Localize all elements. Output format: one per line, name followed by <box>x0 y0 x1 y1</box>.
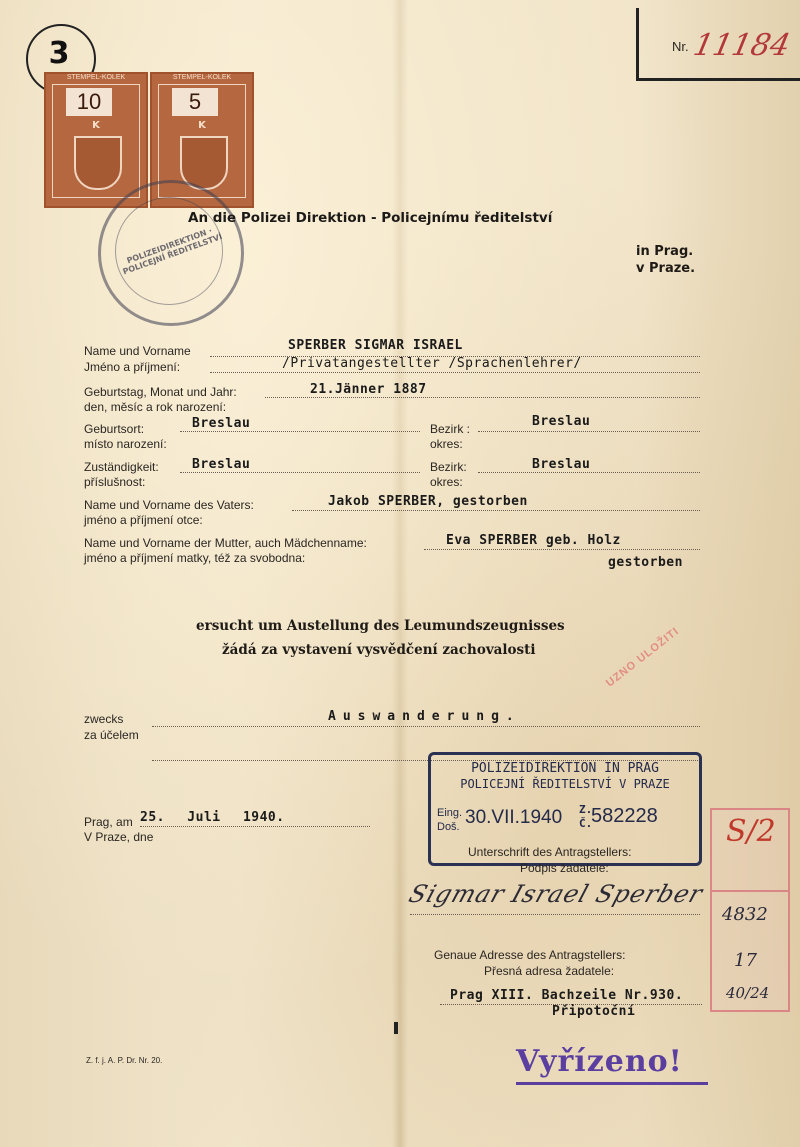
addressee-city-cz: v Praze. <box>636 261 696 276</box>
police-stamp-c: Č. <box>579 817 593 830</box>
police-stamp-z: Z. <box>579 803 593 816</box>
occupation-value: /Privatangestellter /Sprachenlehrer/ <box>282 356 582 371</box>
addressee-city-de: in Prag. <box>636 244 694 259</box>
police-stamp-line1: POLIZEIDIREKTION IN PRAG <box>471 761 659 776</box>
birthplace-label-cz: místo narození: <box>84 437 167 451</box>
police-stamp-line2: POLICEJNÍ ŘEDITELSTVÍ V PRAZE <box>460 777 670 791</box>
handwritten-signature: Sigmar Israel Sperber <box>405 880 707 908</box>
side-num-2: 17 <box>734 950 757 971</box>
mother-value: Eva SPERBER geb. Holz <box>446 533 621 548</box>
birthdate-label-cz: den, měsíc a rok narození: <box>84 400 227 414</box>
lion-emblem-icon <box>74 136 122 190</box>
applicant-address-value-2: Připotoční <box>552 1004 636 1019</box>
side-num-1: 4832 <box>722 904 768 925</box>
request-line-cz: žádá za vystavení vysvědčení zachovalosti <box>222 642 536 658</box>
domicile-value: Breslau <box>192 457 251 472</box>
domicile-district-value: Breslau <box>532 457 591 472</box>
side-mark-red: S/2 <box>726 814 776 849</box>
mother-label-de: Name und Vorname der Mutter, auch Mädchenname: <box>84 536 367 550</box>
side-num-3: 40/24 <box>726 984 770 1002</box>
violet-stamp-underline <box>516 1082 708 1085</box>
diagonal-stamp: UZNO ULOŽITI <box>604 625 682 690</box>
purpose-label-cz: za účelem <box>84 728 139 742</box>
father-label-cz: jméno a příjmení otce: <box>84 513 203 527</box>
round-police-seal <box>98 180 244 326</box>
signature-label-cz: Podpis žadatele: <box>520 861 609 875</box>
violet-processed-stamp: Vyřízeno! <box>516 1044 683 1079</box>
addressee-line: An die Polizei Direktion - Policejnímu ředitelství <box>188 210 553 226</box>
nr-value: 11184 <box>690 28 794 63</box>
nr-label: Nr. <box>672 39 689 54</box>
date-label-de: Prag, am <box>84 815 133 829</box>
form-number: 3 <box>48 36 70 71</box>
signature-label-de: Unterschrift des Antragstellers: <box>468 845 632 859</box>
name-label-cz: Jméno a příjmení: <box>84 360 181 374</box>
birthplace-value: Breslau <box>192 416 251 431</box>
applicant-address-label-cz: Přesná adresa žadatele: <box>484 964 615 978</box>
stamp-top-text: STEMPEL-KOLEK <box>172 74 232 81</box>
birthdate-value: 21.Jänner 1887 <box>310 382 427 397</box>
birth-district-label-de: Bezirk : <box>430 422 471 436</box>
police-stamp-date: 30.VII.1940 <box>465 807 563 828</box>
revenue-stamp-10k <box>44 72 148 208</box>
stamp-unit: K <box>198 120 206 131</box>
domicile-district-label-de: Bezirk: <box>430 460 467 474</box>
police-stamp-eing: Eing. <box>437 807 463 819</box>
stamp-unit: K <box>92 120 100 131</box>
father-value: Jakob SPERBER, gestorben <box>328 494 528 509</box>
domicile-label-cz: příslušnost: <box>84 475 146 489</box>
stamp-value: 10 <box>66 88 112 116</box>
request-line-de: ersucht um Austellung des Leumundszeugnisses <box>196 618 565 634</box>
mother-value-2: gestorben <box>608 555 683 570</box>
domicile-district-label-cz: okres: <box>430 475 463 489</box>
birth-district-value: Breslau <box>532 414 591 429</box>
birth-district-label-cz: okres: <box>430 437 463 451</box>
name-value: SPERBER SIGMAR ISRAEL <box>288 338 463 353</box>
domicile-label-de: Zuständigkeit: <box>84 460 159 474</box>
birthplace-label-de: Geburtsort: <box>84 422 145 436</box>
applicant-address-label-de: Genaue Adresse des Antragstellers: <box>434 948 626 962</box>
birthdate-label-de: Geburtstag, Monat und Jahr: <box>84 385 237 399</box>
father-label-de: Name und Vorname des Vaters: <box>84 498 254 512</box>
seal-text: POLIZEIDIREKTION · POLICEJNÍ ŘEDITELSTVÍ <box>121 226 224 277</box>
form-footer: Z. f. j. A. P. Dr. Nr. 20. <box>86 1056 163 1065</box>
name-label-de: Name und Vorname <box>84 344 191 358</box>
purpose-label-de: zwecks <box>84 712 124 726</box>
mother-label-cz: jméno a příjmení matky, též za svobodna: <box>84 551 306 565</box>
date-label-cz: V Praze, dne <box>84 830 154 844</box>
date-value: 25. Juli 1940. <box>140 810 285 825</box>
stamp-top-text: STEMPEL-KOLEK <box>66 74 126 81</box>
side-annotation-box <box>710 808 790 1012</box>
police-stamp-dos: Doš. <box>437 821 460 833</box>
applicant-address-value: Prag XIII. Bachzeile Nr.930. <box>450 988 684 1003</box>
fold-mark <box>394 1022 398 1034</box>
purpose-value: Auswanderung. <box>328 709 521 724</box>
stamp-value: 5 <box>172 88 218 116</box>
police-stamp-number: 582228 <box>591 805 658 827</box>
